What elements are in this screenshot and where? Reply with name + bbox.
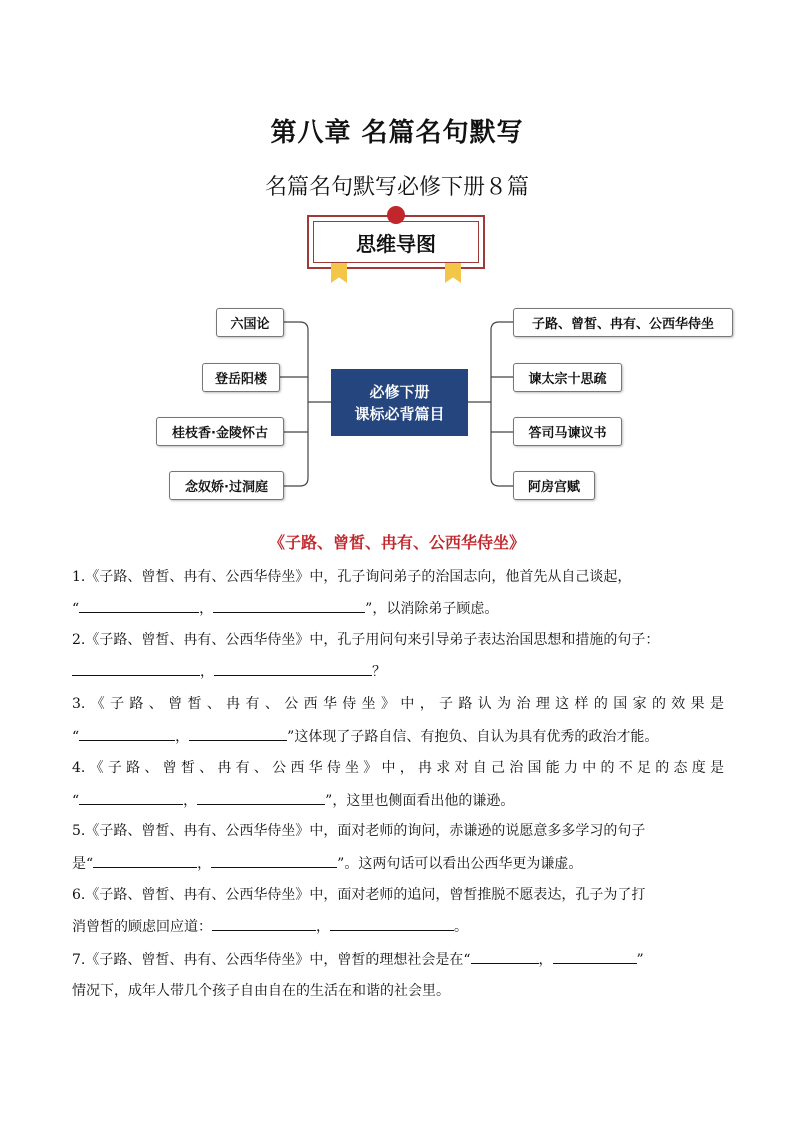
mindmap-node-right-2: 谏太宗十思疏 xyxy=(513,363,622,392)
question-3-line-2: “ ， ”这体现了子路自信、有抱负、自认为具有优秀的政治才能。 xyxy=(72,726,724,747)
answer-blank[interactable] xyxy=(189,726,287,741)
chapter-title: 第八章 名篇名句默写 xyxy=(270,118,524,148)
mindmap-node-right-3: 答司马谏议书 xyxy=(513,417,622,446)
mindmap-node-left-2: 登岳阳楼 xyxy=(202,363,280,392)
answer-blank[interactable] xyxy=(79,598,199,613)
question-4-line-1: 4.《子路、曾皙、冉有、公西华侍坐》中，冉求对自己治国能力中的不足的态度是 xyxy=(72,760,724,776)
question-3-line-1: 3.《子路、曾皙、冉有、公西华侍坐》中，子路认为治理这样的国家的效果是 xyxy=(72,696,724,712)
answer-blank[interactable] xyxy=(79,726,175,741)
banner-pin-icon xyxy=(387,206,405,224)
question-6-line-1: 6.《子路、曾皙、冉有、公西华侍坐》中，面对老师的追问，曾皙推脱不愿表达，孔子为了打 xyxy=(72,887,646,903)
answer-blank[interactable] xyxy=(213,598,365,613)
page-subtitle: 名篇名句默写必修下册８篇 xyxy=(264,175,529,200)
question-2-line-1: 2.《子路、曾皙、冉有、公西华侍坐》中，孔子用问句来引导弟子表达治国思想和措施的句子： xyxy=(72,632,660,648)
answer-blank[interactable] xyxy=(330,916,454,931)
answer-blank[interactable] xyxy=(471,949,539,964)
answer-blank[interactable] xyxy=(197,790,325,805)
mindmap-node-right-1: 子路、曾皙、冉有、公西华侍坐 xyxy=(513,308,733,337)
mindmap-center-node xyxy=(331,369,468,436)
mindmap-node-right-4: 阿房宫赋 xyxy=(513,471,595,500)
answer-blank[interactable] xyxy=(79,790,183,805)
question-7-line-2: 情况下，成年人带几个孩子自由自在的生活在和谐的社会里。 xyxy=(72,983,450,999)
answer-blank[interactable] xyxy=(212,916,316,931)
question-2-line-2: ， ？ xyxy=(72,661,724,682)
answer-blank[interactable] xyxy=(553,949,637,964)
answer-blank[interactable] xyxy=(214,661,372,676)
section-title: 《子路、曾皙、冉有、公西华侍坐》 xyxy=(268,533,525,552)
question-1-line-1: 1.《子路、曾皙、冉有、公西华侍坐》中，孔子询问弟子的治国志向，他首先从自己谈起， xyxy=(72,569,632,585)
mindmap-banner: 思维导图 xyxy=(313,221,479,263)
mindmap-node-left-1: 六国论 xyxy=(216,308,284,337)
question-4-line-2: “ ， ”，这里也侧面看出他的谦逊。 xyxy=(72,790,724,811)
center-line-2: 课标必背篇目 xyxy=(354,404,445,423)
mindmap-node-left-3: 桂枝香·金陵怀古 xyxy=(156,417,284,446)
answer-blank[interactable] xyxy=(93,853,197,868)
question-1-line-2: “ ， ”，以消除弟子顾虑。 xyxy=(72,598,724,619)
answer-blank[interactable] xyxy=(72,661,200,676)
center-line-1: 必修下册 xyxy=(369,382,430,401)
question-6-line-2: 消曾皙的顾虑回应道： ， 。 xyxy=(72,916,724,937)
answer-blank[interactable] xyxy=(211,853,337,868)
question-5-line-2: 是“ ， ”。这两句话可以看出公西华更为谦虚。 xyxy=(72,853,724,874)
mindmap-node-left-4: 念奴娇·过洞庭 xyxy=(169,471,284,500)
question-5-line-1: 5.《子路、曾皙、冉有、公西华侍坐》中，面对老师的询问，赤谦逊的说愿意多多学习的句子 xyxy=(72,823,646,839)
question-7-line-1: 7.《子路、曾皙、冉有、公西华侍坐》中，曾皙的理想社会是在“ ， ” xyxy=(72,949,724,970)
